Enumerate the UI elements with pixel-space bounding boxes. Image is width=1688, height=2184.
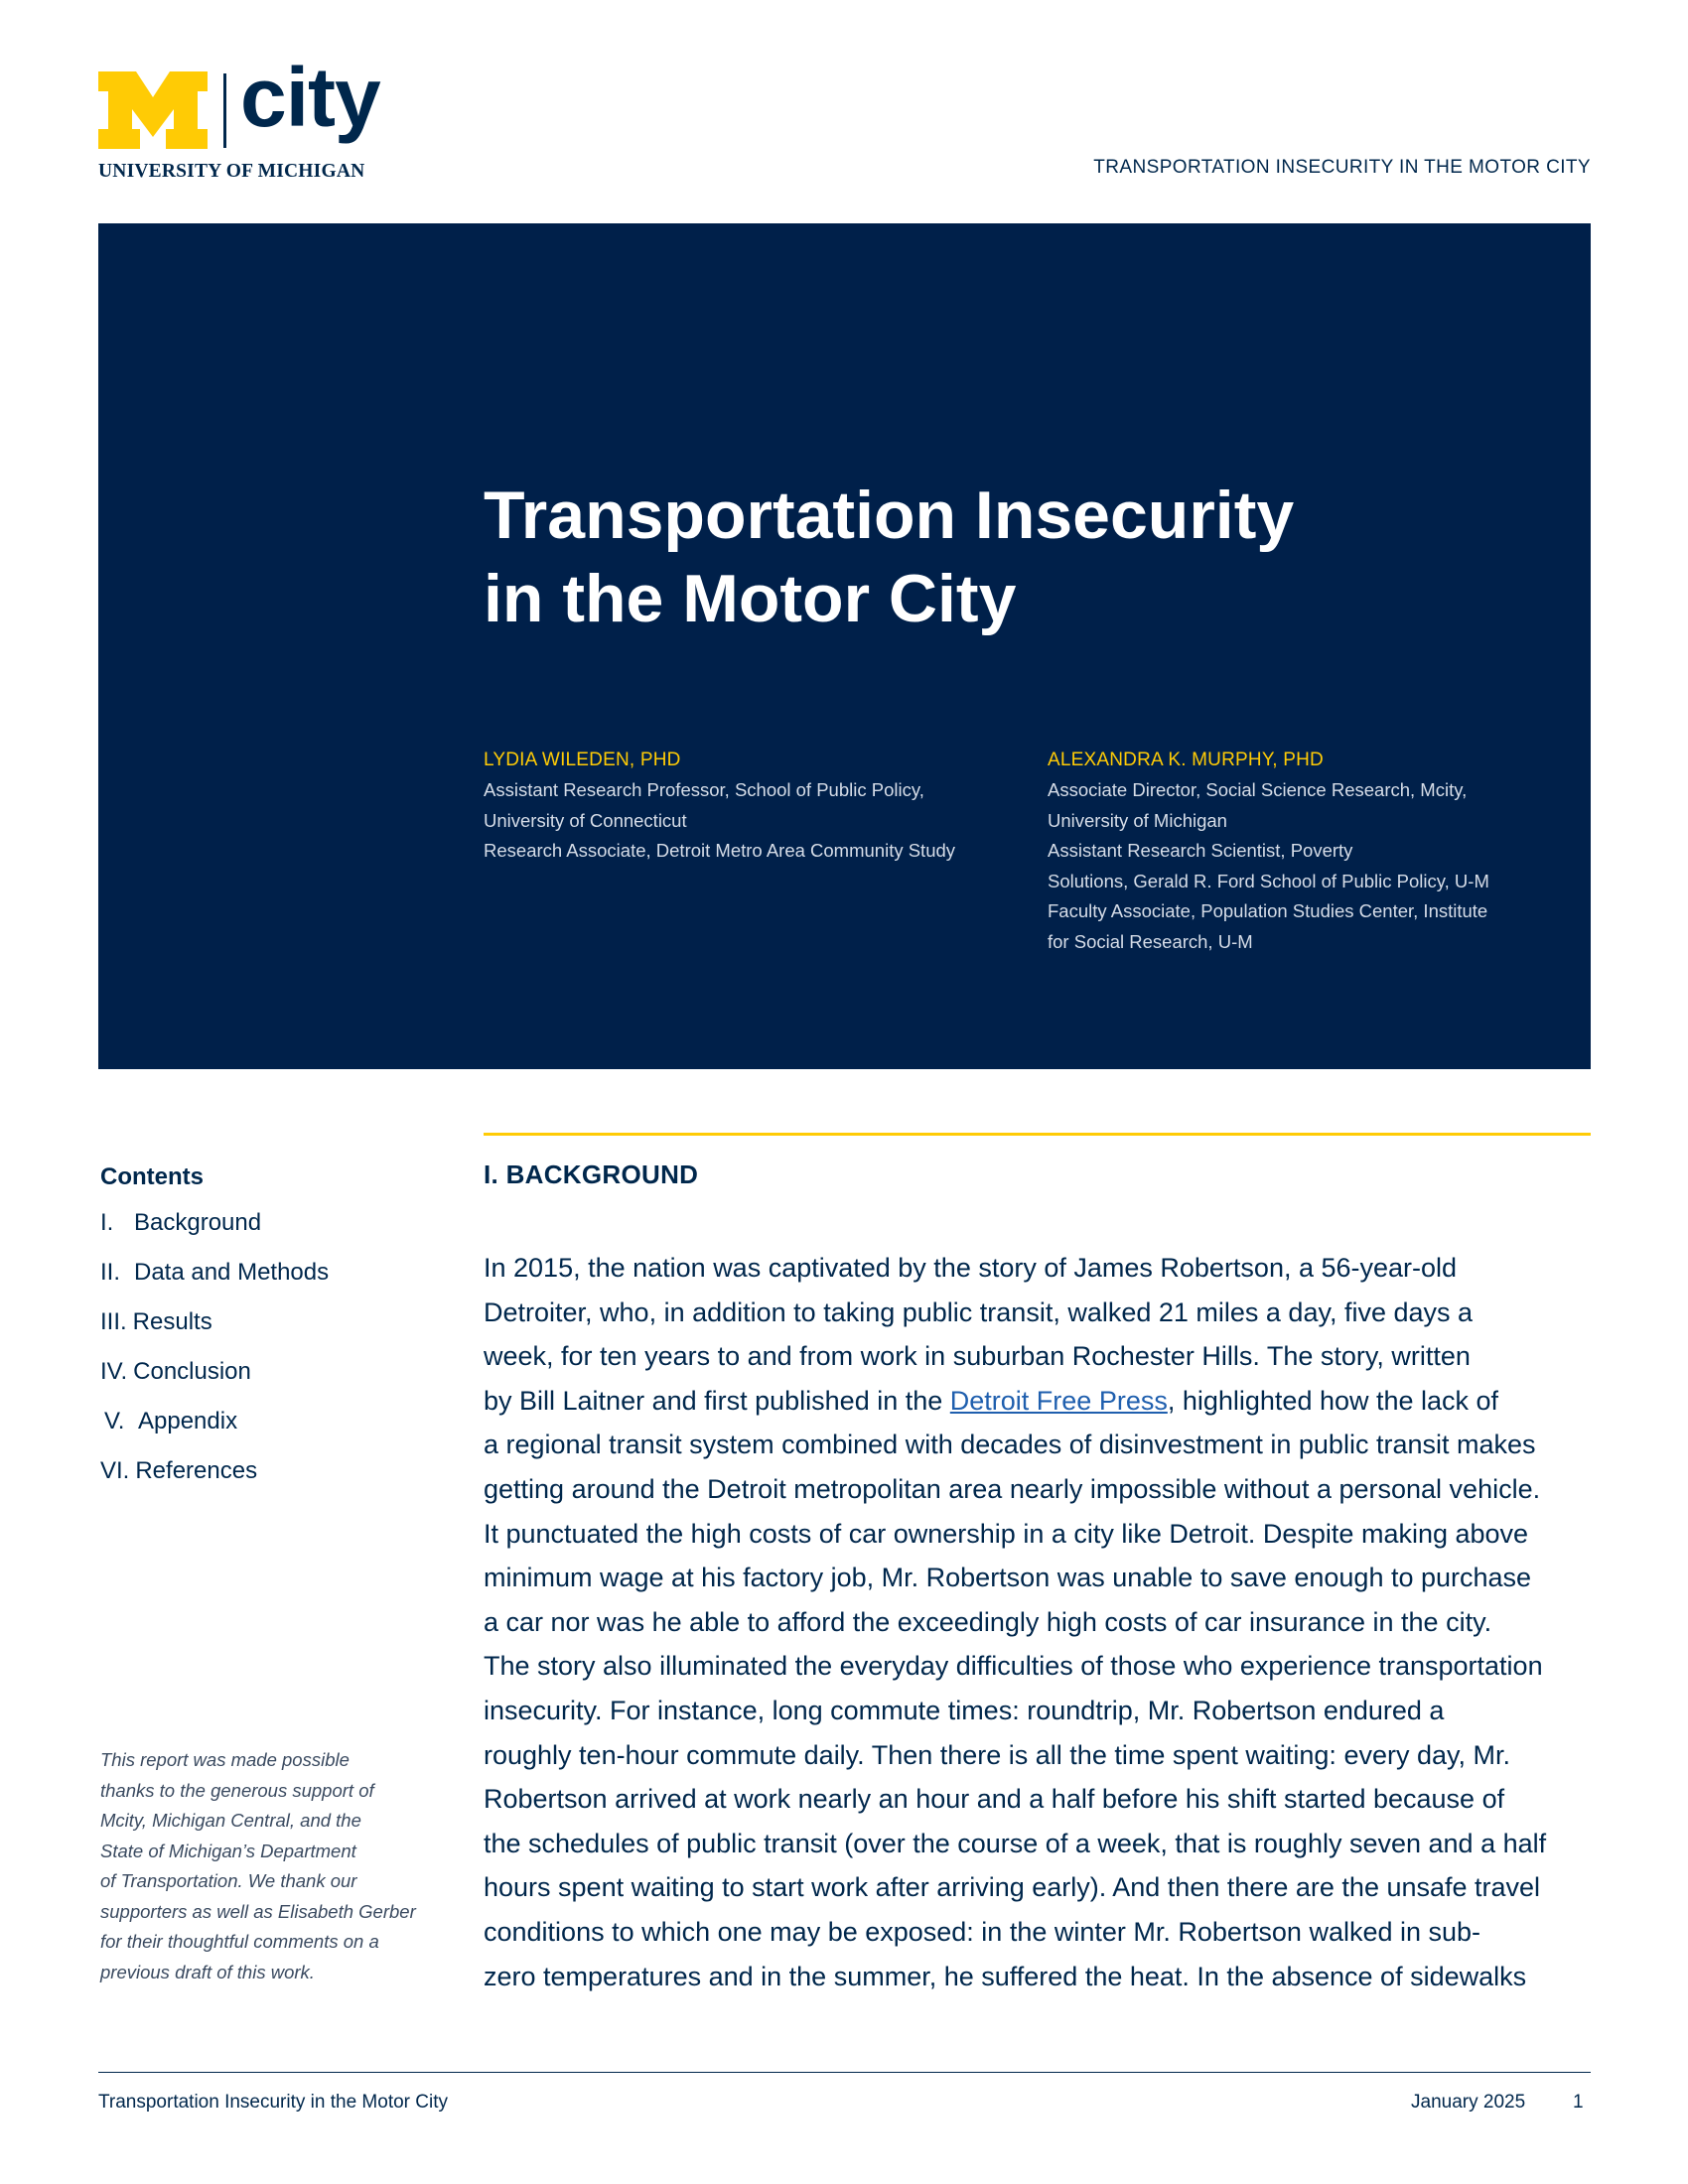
author-affiliation: Associate Director, Social Science Research, Mcity,: [1048, 779, 1468, 800]
note-line: This report was made possible: [100, 1749, 350, 1770]
body-line: a regional transit system combined with decades of disinvestment in public transit makes: [484, 1430, 1536, 1460]
footer-title: Transportation Insecurity in the Motor City: [98, 2092, 448, 2113]
contents-item-number: II.: [100, 1259, 121, 1286]
body-line: The story also illuminated the everyday difficulties of those who experience transportation: [484, 1651, 1543, 1682]
title-banner: [98, 223, 1591, 1069]
body-paragraph: [484, 1246, 1596, 1998]
contents-item-label: Appendix: [138, 1408, 238, 1434]
body-line: Robertson arrived at work nearly an hour and a half before his shift started because of: [484, 1784, 1505, 1815]
contents-item-number: V.: [104, 1408, 125, 1434]
contents-item-number: VI.: [100, 1457, 130, 1484]
contents-item-data-and-methods[interactable]: [100, 1259, 428, 1308]
detroit-free-press-link[interactable]: Detroit Free Press: [949, 1385, 1168, 1416]
footer-date: January 2025: [1411, 2092, 1526, 2113]
body-line: minimum wage at his factory job, Mr. Robertson was unable to save enough to purchase: [484, 1563, 1532, 1593]
contents-item-number: I.: [100, 1209, 114, 1236]
report-title: [484, 474, 1377, 640]
body-line: a car nor was he able to afford the exceedingly high costs of car insurance in the city.: [484, 1606, 1492, 1637]
author-affiliation: Faculty Associate, Population Studies Center, Institute: [1048, 900, 1488, 921]
contents-item-label: Results: [132, 1308, 212, 1335]
contents-item-label: References: [135, 1457, 258, 1484]
body-line: roughly ten-hour commute daily. Then there is all the time spent waiting: every day, Mr.: [484, 1739, 1510, 1770]
author-block: [484, 746, 1020, 867]
author-affiliation: Solutions, Gerald R. Ford School of Public Policy, U-M: [1048, 870, 1489, 891]
author-name: LYDIA WILEDEN, PHD: [484, 750, 681, 770]
author-affiliation: for Social Research, U-M: [1048, 930, 1253, 952]
block-m-logo: [98, 71, 208, 149]
note-line: Mcity, Michigan Central, and the: [100, 1810, 361, 1831]
author-affiliation: University of Michigan: [1048, 809, 1227, 831]
acknowledgement-note: [100, 1745, 443, 1987]
contents-item-label: Data and Methods: [134, 1259, 330, 1286]
contents-heading: Contents: [100, 1163, 204, 1190]
logo-university-wordmark: UNIVERSITY OF MICHIGAN: [98, 161, 365, 182]
report-title-line: Transportation Insecurity: [484, 478, 1295, 553]
note-line: State of Michigan’s Department: [100, 1840, 356, 1861]
author-affiliation: Assistant Research Professor, School of Public Policy,: [484, 779, 924, 800]
contents-item-background[interactable]: [100, 1209, 428, 1259]
body-line: hours spent waiting to start work after arriving early). And then there are the unsafe travel: [484, 1872, 1541, 1903]
body-text-segment: , highlighted how the lack of: [1167, 1385, 1499, 1416]
report-title-line: in the Motor City: [484, 561, 1017, 636]
logo-separator: [223, 73, 226, 148]
body-line: Detroiter, who, in addition to taking public transit, walked 21 miles a day, five days a: [484, 1297, 1474, 1327]
body-line: insecurity. For instance, long commute times: roundtrip, Mr. Robertson endured a: [484, 1695, 1445, 1725]
author-affiliation: University of Connecticut: [484, 809, 687, 831]
note-line: thanks to the generous support of: [100, 1779, 374, 1801]
author-name: ALEXANDRA K. MURPHY, PHD: [1048, 750, 1324, 770]
body-text-segment: by Bill Laitner and first published in the: [484, 1385, 950, 1416]
contents-item-appendix[interactable]: [100, 1408, 428, 1457]
table-of-contents: [100, 1163, 428, 1507]
body-line: [484, 1379, 1596, 1424]
contents-item-conclusion[interactable]: [100, 1358, 428, 1408]
contents-item-label: Conclusion: [133, 1358, 251, 1385]
body-line: getting around the Detroit metropolitan area nearly impossible without a personal vehicle.: [484, 1473, 1541, 1504]
body-line: In 2015, the nation was captivated by the story of James Robertson, a 56-year-old: [484, 1253, 1458, 1283]
note-line: for their thoughtful comments on a: [100, 1931, 379, 1952]
note-line: previous draft of this work.: [100, 1961, 315, 1982]
body-line: conditions to which one may be exposed: in the winter Mr. Robertson walked in sub-: [484, 1916, 1481, 1947]
section-divider: [484, 1133, 1591, 1136]
page-number: 1: [1573, 2092, 1584, 2113]
footer-divider: [98, 2072, 1591, 2073]
body-line: week, for ten years to and from work in suburban Rochester Hills. The story, written: [484, 1341, 1471, 1372]
note-line: of Transportation. We thank our: [100, 1870, 357, 1891]
contents-item-number: III.: [100, 1308, 127, 1335]
body-line: the schedules of public transit (over the course of a week, that is roughly seven and a half: [484, 1828, 1547, 1858]
section-heading: I. BACKGROUND: [484, 1160, 699, 1189]
author-block: [1048, 746, 1584, 957]
body-line: zero temperatures and in the summer, he suffered the heat. In the absence of sidewalks: [484, 1961, 1527, 1991]
note-line: supporters as well as Elisabeth Gerber: [100, 1900, 416, 1922]
author-affiliation: Research Associate, Detroit Metro Area Community Study: [484, 840, 956, 861]
running-head: TRANSPORTATION INSECURITY IN THE MOTOR CITY: [1093, 157, 1591, 178]
contents-item-results[interactable]: [100, 1308, 428, 1358]
body-line: It punctuated the high costs of car ownership in a city like Detroit. Despite making above: [484, 1518, 1529, 1549]
mcity-logo: [98, 51, 396, 182]
logo-city-wordmark: city: [240, 51, 380, 144]
contents-item-label: Background: [134, 1209, 262, 1236]
contents-item-number: IV.: [100, 1358, 128, 1385]
author-affiliation: Assistant Research Scientist, Poverty: [1048, 840, 1353, 861]
contents-item-references[interactable]: [100, 1457, 428, 1507]
